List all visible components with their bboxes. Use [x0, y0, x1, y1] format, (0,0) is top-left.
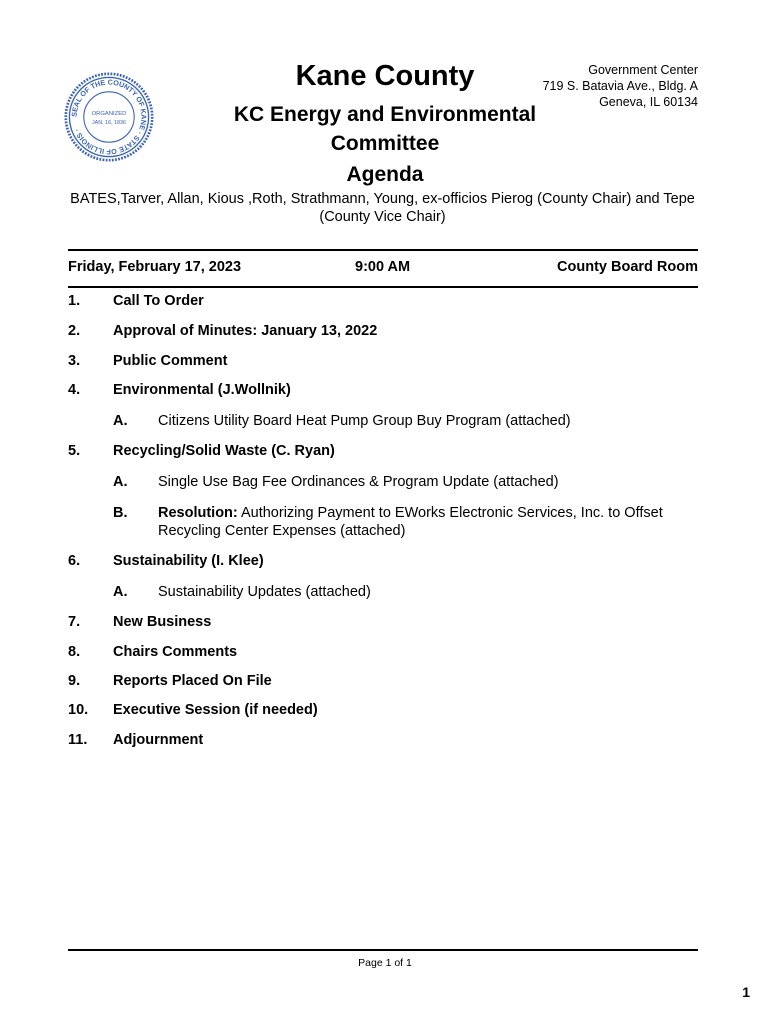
agenda-item-label: Chairs Comments [113, 644, 238, 660]
agenda-subitem-letter: B. [113, 505, 128, 521]
address-line: Government Center [588, 63, 698, 77]
agenda-item-label: Call To Order [113, 293, 204, 309]
address-line: 719 S. Batavia Ave., Bldg. A [542, 79, 698, 93]
agenda-item-label: Adjournment [113, 732, 204, 748]
page-label: Page 1 of 1 [358, 957, 412, 969]
agenda-item-number: 9. [68, 673, 81, 689]
agenda-item-label: Approval of Minutes: January 13, 2022 [113, 323, 378, 339]
agenda-item-label: Recycling/Solid Waste (C. Ryan) [113, 443, 335, 459]
footer-divider [68, 949, 698, 951]
svg-text:ORGANIZED: ORGANIZED [91, 111, 127, 118]
agenda-item [68, 292, 698, 310]
agenda-item-label: Reports Placed On File [113, 673, 272, 689]
meeting-time: 9:00 AM [355, 259, 411, 275]
resolution-label: Resolution: [158, 505, 238, 521]
committee-members: BATES,Tarver, Allan, Kious ,Roth, Strathmann, Young, ex-officios Pierog (County Chair) and Tepe (County Vice Chair) [70, 191, 695, 225]
committee-name: KC Energy and Environmental Committee [233, 103, 537, 155]
county-title: Kane County [295, 60, 475, 92]
page-number: 1 [742, 984, 750, 1000]
agenda-item-number: 7. [68, 614, 81, 630]
agenda-subitem-text: Sustainability Updates (attached) [158, 584, 371, 600]
meeting-location: County Board Room [557, 259, 698, 275]
agenda-subitem [68, 473, 698, 491]
agenda-item-number: 6. [68, 553, 81, 569]
document-type: Agenda [346, 163, 424, 186]
agenda-item-number: 5. [68, 443, 81, 459]
agenda-item [68, 442, 698, 460]
agenda-item-label: Public Comment [113, 353, 228, 369]
agenda-item [68, 552, 698, 570]
agenda-item [68, 701, 698, 719]
agenda-subitem [68, 583, 698, 601]
agenda-subitem-letter: A. [113, 474, 128, 490]
agenda-subitem [68, 412, 698, 430]
agenda-item-number: 4. [68, 382, 81, 398]
svg-text:SEAL OF THE COUNTY OF KANE · S: SEAL OF THE COUNTY OF KANE · STATE OF ILLINOIS · [69, 77, 149, 157]
agenda-item [68, 322, 698, 340]
agenda-item-number: 10. [68, 702, 89, 718]
address-line: Geneva, IL 60134 [599, 95, 698, 109]
agenda-subitem-text [158, 504, 698, 540]
committee-title [210, 100, 560, 189]
agenda-item-number: 3. [68, 353, 81, 369]
agenda-item [68, 352, 698, 370]
county-seal-logo [64, 72, 154, 162]
agenda-item-label: New Business [113, 614, 212, 630]
header-divider [68, 249, 698, 251]
svg-text:JAN. 16, 1836: JAN. 16, 1836 [91, 120, 127, 127]
agenda-item-number: 8. [68, 644, 81, 660]
agenda-item-label: Environmental (J.Wollnik) [113, 382, 291, 398]
agenda-list [68, 292, 698, 749]
agenda-item [68, 731, 698, 749]
agenda-subitem-letter: A. [113, 584, 128, 600]
agenda-item-number: 1. [68, 293, 81, 309]
agenda-subitem [68, 504, 698, 540]
agenda-item [68, 613, 698, 631]
agenda-item [68, 381, 698, 399]
resolution-text: Authorizing Payment to EWorks Electronic Services, Inc. to Offset Recycling Center Expenses (attached) [158, 505, 663, 539]
agenda-item [68, 643, 698, 661]
meeting-date: Friday, February 17, 2023 [68, 259, 242, 275]
agenda-item [68, 672, 698, 690]
address-block [543, 62, 698, 110]
agenda-item-number: 11. [68, 732, 88, 748]
agenda-subitem-text: Citizens Utility Board Heat Pump Group Buy Program (attached) [158, 413, 571, 429]
meeting-info-divider [68, 286, 698, 288]
agenda-item-label: Sustainability (I. Klee) [113, 553, 264, 569]
agenda-subitem-text: Single Use Bag Fee Ordinances & Program Update (attached) [158, 474, 559, 490]
agenda-item-number: 2. [68, 323, 81, 339]
agenda-item-label: Executive Session (if needed) [113, 702, 318, 718]
agenda-subitem-letter: A. [113, 413, 128, 429]
